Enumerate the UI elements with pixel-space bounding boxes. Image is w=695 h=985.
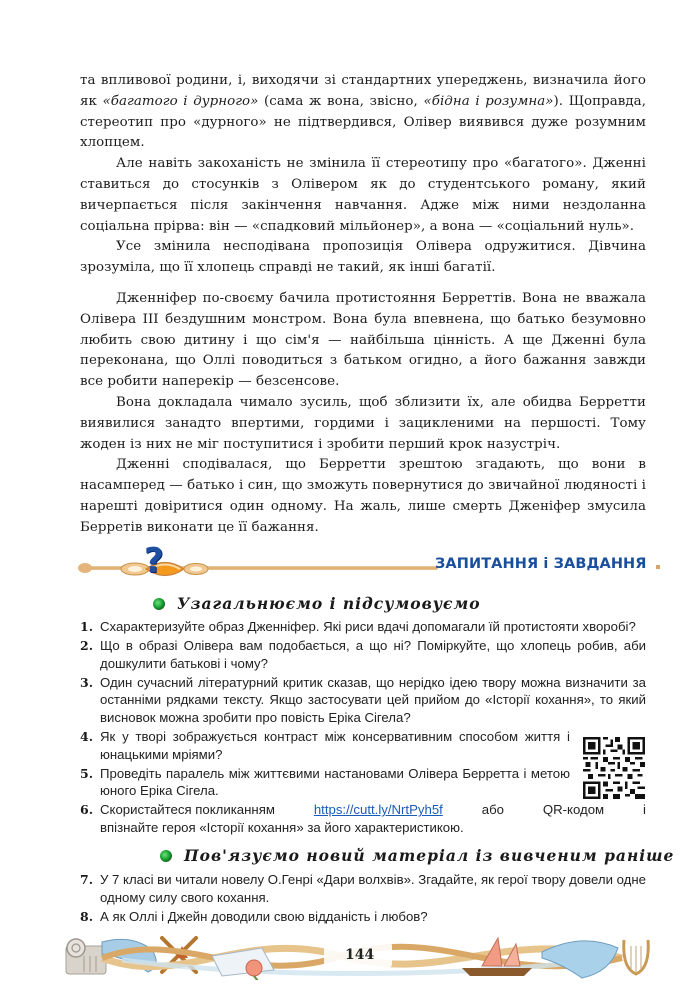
task-item [80, 637, 646, 672]
task-list-1 [80, 618, 646, 838]
paragraph-4: Дженніфер по-своєму бачила протистояння Берреттів. Вона не вважала Олівера III бездушним монстром. Вона була впевнена, що батько безумовно любить свою дитину і що сім'я — найбільша цінність. А ще Дженні була переконана, що Оллі поводиться з батьком огидно, а його бажання завжди все робити наперекір — безсенсове. [80, 290, 646, 390]
task-number: 5. [80, 765, 94, 781]
green-bullet-icon [160, 850, 172, 862]
task-number: 8. [80, 908, 94, 924]
paragraph-2: Але навіть закоханість не змінила її стереотипу про «багатого». Дженні ставиться до стосунків з Олівером як до студентського роману, який вичерпається після закінчення навчання. Адже між ними нездоланна соціальна прірва: він — «спадковий мільйонер», а вона — «соціальний нуль». [80, 156, 646, 234]
paragraph-text: та впливової родини, і, виходячи зі стандартних упереджень, визначила його як [80, 73, 646, 109]
decorative-dot [656, 565, 660, 569]
divider-end-knob [78, 563, 92, 573]
task-text: А як Оллі і Джейн доводили свою відданість і любов? [100, 908, 428, 924]
task-item [80, 618, 646, 636]
italic-quote: «бідна і розумна» [423, 93, 554, 109]
task-item [80, 728, 570, 763]
task-line [100, 801, 646, 819]
task-number: 7. [80, 872, 94, 887]
task-number: 3. [80, 674, 94, 690]
questions-section-header [78, 541, 660, 584]
task-text: Як у творі зображується контраст між консервативним способом життя і юнацькими мріями? [100, 729, 570, 762]
task-number: 1. [80, 619, 94, 634]
cutt-ly-link[interactable]: https://cutt.ly/NrtPyh5f [313, 802, 443, 818]
subsection-heading-1 [153, 594, 481, 613]
subsection-title: Пов'язуємо новий матеріал із вивченим раніше [184, 846, 675, 865]
qr-code-icon[interactable] [583, 736, 645, 800]
green-bullet-icon [153, 598, 165, 610]
task-text: Скористайтеся покликанням [100, 802, 275, 818]
task-text: або [481, 802, 504, 818]
task-text: У 7 класі ви читали новелу О.Генрі «Дари волхвів». Згадайте, як герої твору довели одне одному силу свого кохання. [100, 872, 646, 905]
italic-quote: «багатого і дурного» [102, 93, 259, 109]
task-list-2 [80, 871, 646, 927]
ornament-icon [120, 558, 210, 580]
task-text: QR-кодом [542, 802, 605, 818]
section-title: ЗАПИТАННЯ і ЗАВДАННЯ [435, 556, 647, 572]
task-item [80, 674, 646, 727]
body-text [80, 71, 646, 539]
task-item [80, 765, 570, 800]
task-item [80, 871, 646, 906]
paragraph-text: ). Щоправда, стереотип про «дурного» не підтвердився, Олівер виявився дуже розумним хлопцем. [80, 93, 647, 151]
task-text: Проведіть паралель між життєвими настановами Олівера Берретта і метою юного Еріка Сігела. [100, 765, 570, 799]
task-text: Схарактеризуйте образ Дженніфер. Які риси вдачі допомагали їй протистояти хворобі? [100, 619, 636, 634]
paragraph-6: Дженні сподівалася, що Берретти зрештою згадають, що вони в насамперед — батько і син, що зможуть повернутися до звичайної людяності і нарешті довіритися один одному. На жаль, лише смерть Дженіфер змусила Берретів виконати це її бажання. [80, 457, 646, 535]
paragraph-1 [80, 71, 646, 154]
task-item [80, 801, 646, 836]
task-text: і [643, 802, 646, 818]
task-text: Що в образі Олівера вам подобається, а що ні? Поміркуйте, що хлопець робив, аби дошкулити батькові і чому? [100, 638, 646, 671]
task-number: 4. [80, 729, 94, 745]
task-number: 6. [80, 802, 94, 818]
page-number: 144 [345, 947, 375, 963]
paragraph-5: Вона докладала чимало зусиль, щоб зблизити їх, але обидва Берретти виявилися занадто впертими, гордими і зацикленими на першості. Тому жоден із них не міг поступитися і зробити перший крок назустріч. [80, 394, 646, 452]
paragraph-3: Усе змінила несподівана пропозиція Олівера одружитися. Дівчина зрозуміла, що її хлопець справді не такий, як інші багатії. [80, 239, 646, 276]
subsection-title: Узагальнюємо і підсумовуємо [177, 594, 481, 613]
task-number: 2. [80, 638, 94, 654]
subsection-heading-2 [160, 846, 674, 865]
task-text: Один сучасний літературний критик сказав, що нерідко ідею твору можна визначити за останніми рядками тексту. Якщо застосувати цей прийом до «Історії кохання», то який висновок можна зробити про повість Еріка Сігела? [100, 674, 646, 725]
task-item [80, 908, 646, 926]
question-mark-icon: ? [144, 541, 164, 581]
task-text: впізнайте героя «Історії кохання» за його характеристикою. [100, 820, 464, 836]
page-footer [62, 928, 652, 980]
paragraph-text: (сама ж вона, звісно, [258, 93, 424, 109]
